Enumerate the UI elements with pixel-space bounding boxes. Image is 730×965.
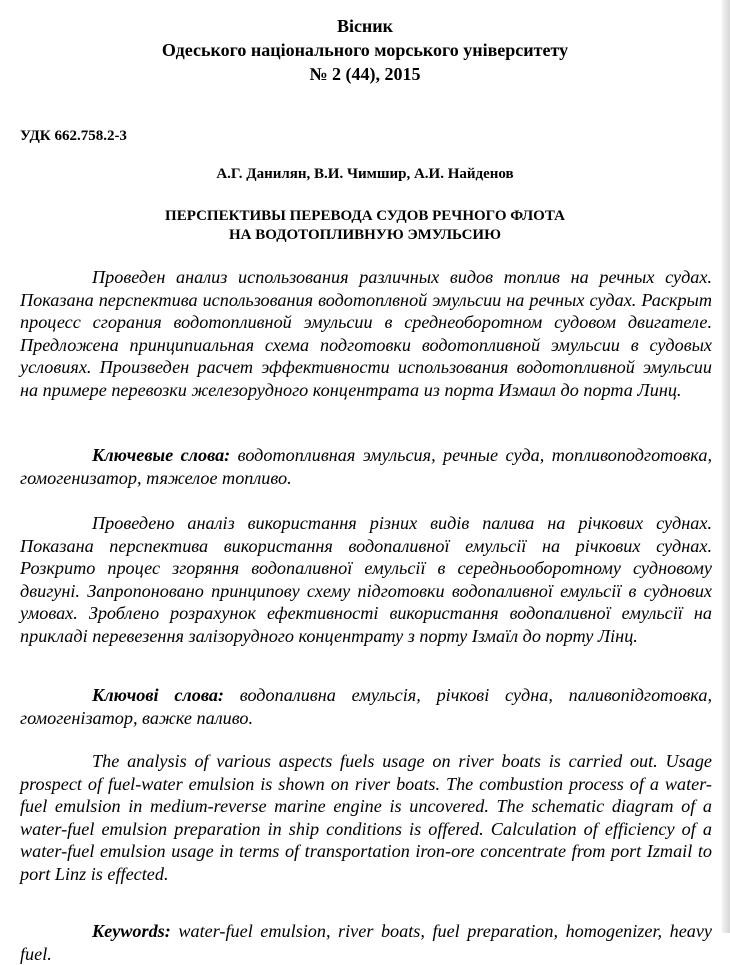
journal-issue: № 2 (44), 2015 [309, 64, 421, 84]
keywords-text: водотопливная эмульсия, речные суда, топливоподготовка, гомогенизатор, тяжелое топливо. [20, 445, 712, 488]
keywords-text: водопаливна емульсія, річкові судна, паливопідготовка, гомогенізатор, важке паливо. [20, 685, 712, 728]
journal-name: Вісник [336, 16, 394, 36]
page-edge-shadow [722, 0, 730, 933]
article-title-line-1: ПЕРСПЕКТИВЫ ПЕРЕВОДА СУДОВ РЕЧНОГО ФЛОТА [165, 208, 565, 224]
abstract-english: The analysis of various aspects fuels usage on river boats is carried out. Usage prospect of fuel-water emulsion is shown on river boats. The combustion process of a water-fuel emulsion in medium-reverse marine engine is uncovered. The schematic diagram of a water-fuel emulsion preparation in ship conditions is offered. Calculation of efficiency of a water-fuel emulsion usage in terms of transportation iron-ore concentrate from port Izmail to port Linz is effected. [20, 751, 712, 884]
journal-university: Одеського національного морського університету [161, 40, 569, 60]
article-title [0, 207, 730, 245]
keywords-english [20, 920, 712, 965]
keywords-ukrainian [20, 684, 712, 729]
keywords-label: Ключові слова: [92, 685, 224, 705]
abstract-russian: Проведен анализ использования различных видов топлив на речных судах. Показана перспектива использования водотоплвной эмульсии на речных судах. Раскрыт процесс сгорания водотопливной эмульсии в среднеоборотном судовом двигателе. Предложена принципиальная схема подготовки водотопливной эмульсии в судовых условиях. Произведен расчет эффективности использования водотопливной эмульсии на примере перевозки железорудного концентрата из порта Измаил до порта Линц. [20, 267, 712, 400]
abstract-ukrainian: Проведено аналіз використання різних видів палива на річкових суднах. Показана перспектива використання водопаливної емульсії на річкових суднах. Розкрито процес згоряння водопаливної емульсії в середньооборотному судновому двигуні. Запропоновано принципову схему підготовки водопаливної емульсії в суднових умовах. Зроблено розрахунок ефективності використання водопаливної емульсії на прикладі перевезення залізорудного концентрату з порту Ізмаїл до порту Лінц. [20, 513, 712, 646]
keywords-text: water-fuel emulsion, river boats, fuel preparation, homogenizer, heavy fuel. [20, 921, 713, 964]
keywords-label: Ключевые слова: [92, 445, 231, 465]
keywords-label: Keywords: [92, 921, 171, 941]
keywords-russian [20, 444, 712, 489]
authors: А.Г. Данилян, В.И. Чимшир, А.И. Найденов [216, 166, 514, 182]
journal-header [0, 14, 730, 86]
udc-code: УДК 662.758.2-3 [20, 128, 127, 144]
article-title-line-2: НА ВОДОТОПЛИВНУЮ ЭМУЛЬСИЮ [229, 227, 501, 243]
